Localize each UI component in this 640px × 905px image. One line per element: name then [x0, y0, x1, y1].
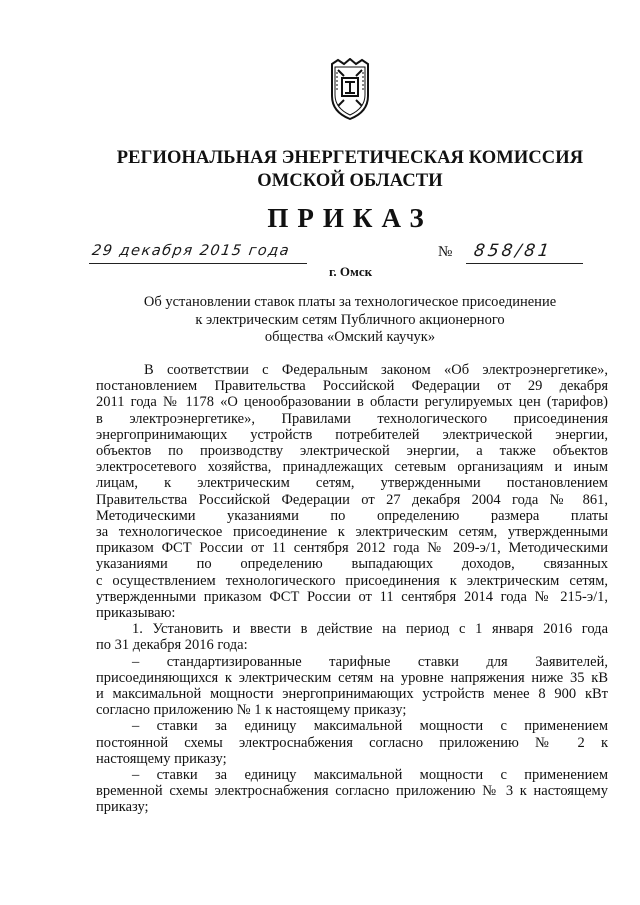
number-underline	[466, 263, 583, 264]
document-date: 29 декабря 2015 года	[90, 243, 292, 259]
body-line: В соответствии с Федеральным законом «Об электроэнергетике»,	[144, 362, 608, 378]
body-line: Методическими указаниями по определению размера платы	[96, 507, 608, 524]
document-body	[96, 362, 608, 816]
organization-name-line1: РЕГИОНАЛЬНАЯ ЭНЕРГЕТИЧЕСКАЯ КОМИССИЯ	[116, 148, 584, 168]
coat-of-arms-emblem	[328, 58, 372, 120]
body-line: электросетевого хозяйства, принадлежащих сетевым организациям и иным	[96, 459, 608, 476]
body-line: в электроэнергетике», Правилами технологического присоединения	[96, 410, 608, 427]
body-line: приказом ФСТ России от 11 сентября 2012 года № 209-э/1, Методическими	[96, 540, 608, 557]
body-line: энергопринимающих устройств потребителей электрической энергии,	[96, 426, 608, 443]
body-line: указаниями по определению выпадающих доходов, связанных	[96, 556, 608, 573]
body-line: присоединяющихся к электрическим сетям на уровне напряжения ниже 35 кВ	[96, 669, 608, 686]
body-line: постановлением Правительства Российской Федерации от 29 декабря	[96, 378, 608, 395]
number-sign: №	[438, 244, 453, 260]
body-line: объектов по производству электрической энергии, а также объектов	[96, 443, 608, 460]
body-line: согласно приложению № 1 к настоящему приказу;	[96, 702, 407, 719]
body-line: с осуществлением технологического присоединения к электрическим сетям,	[96, 572, 608, 589]
body-line: за технологическое присоединение к электрическим сетям, утвержденными	[96, 524, 608, 541]
body-line: настоящему приказу;	[96, 750, 227, 767]
city-label: г. Омск	[329, 264, 373, 279]
organization-name-line2: ОМСКОЙ ОБЛАСТИ	[257, 171, 443, 191]
body-line: – ставки за единицу максимальной мощности с применением	[132, 718, 608, 735]
body-line: утвержденными приказом ФСТ России от 11 сентября 2014 года № 215-э/1,	[96, 588, 608, 605]
subject-line: общества «Омский каучук»	[264, 329, 436, 345]
body-line: – ставки за единицу максимальной мощности с применением	[132, 767, 608, 784]
body-line: приказу;	[96, 799, 149, 816]
body-line: 2011 года № 1178 «О ценообразовании в области регулируемых цен (тарифов)	[96, 394, 608, 411]
date-underline	[89, 263, 307, 264]
body-line: лицам, к электрическим сетям, утвержденными постановлением	[96, 475, 608, 492]
body-line: и максимальной мощности энергопринимающих устройств менее 8 900 кВт	[96, 686, 608, 703]
body-line: постоянной схемы электроснабжения согласно приложению № 2 к	[96, 734, 608, 751]
body-line: Правительства Российской Федерации от 27 декабря 2004 года № 861,	[96, 491, 608, 508]
body-line: 1. Установить и ввести в действие на период с 1 января 2016 года	[132, 621, 608, 638]
document-number: 858/81	[472, 241, 554, 261]
document-type-title: ПРИКАЗ	[267, 203, 433, 233]
subject-line: Об установлении ставок платы за технологическое присоединение	[143, 294, 557, 310]
subject-line: к электрическим сетям Публичного акционерного	[195, 311, 505, 328]
document-subject	[0, 294, 640, 347]
body-line: приказываю:	[96, 605, 176, 622]
body-line: по 31 декабря 2016 года:	[96, 637, 248, 654]
body-line: – стандартизированные тарифные ставки для Заявителей,	[132, 653, 608, 670]
body-line: временной схемы электроснабжения согласно приложению № 3 к настоящему	[96, 783, 608, 800]
